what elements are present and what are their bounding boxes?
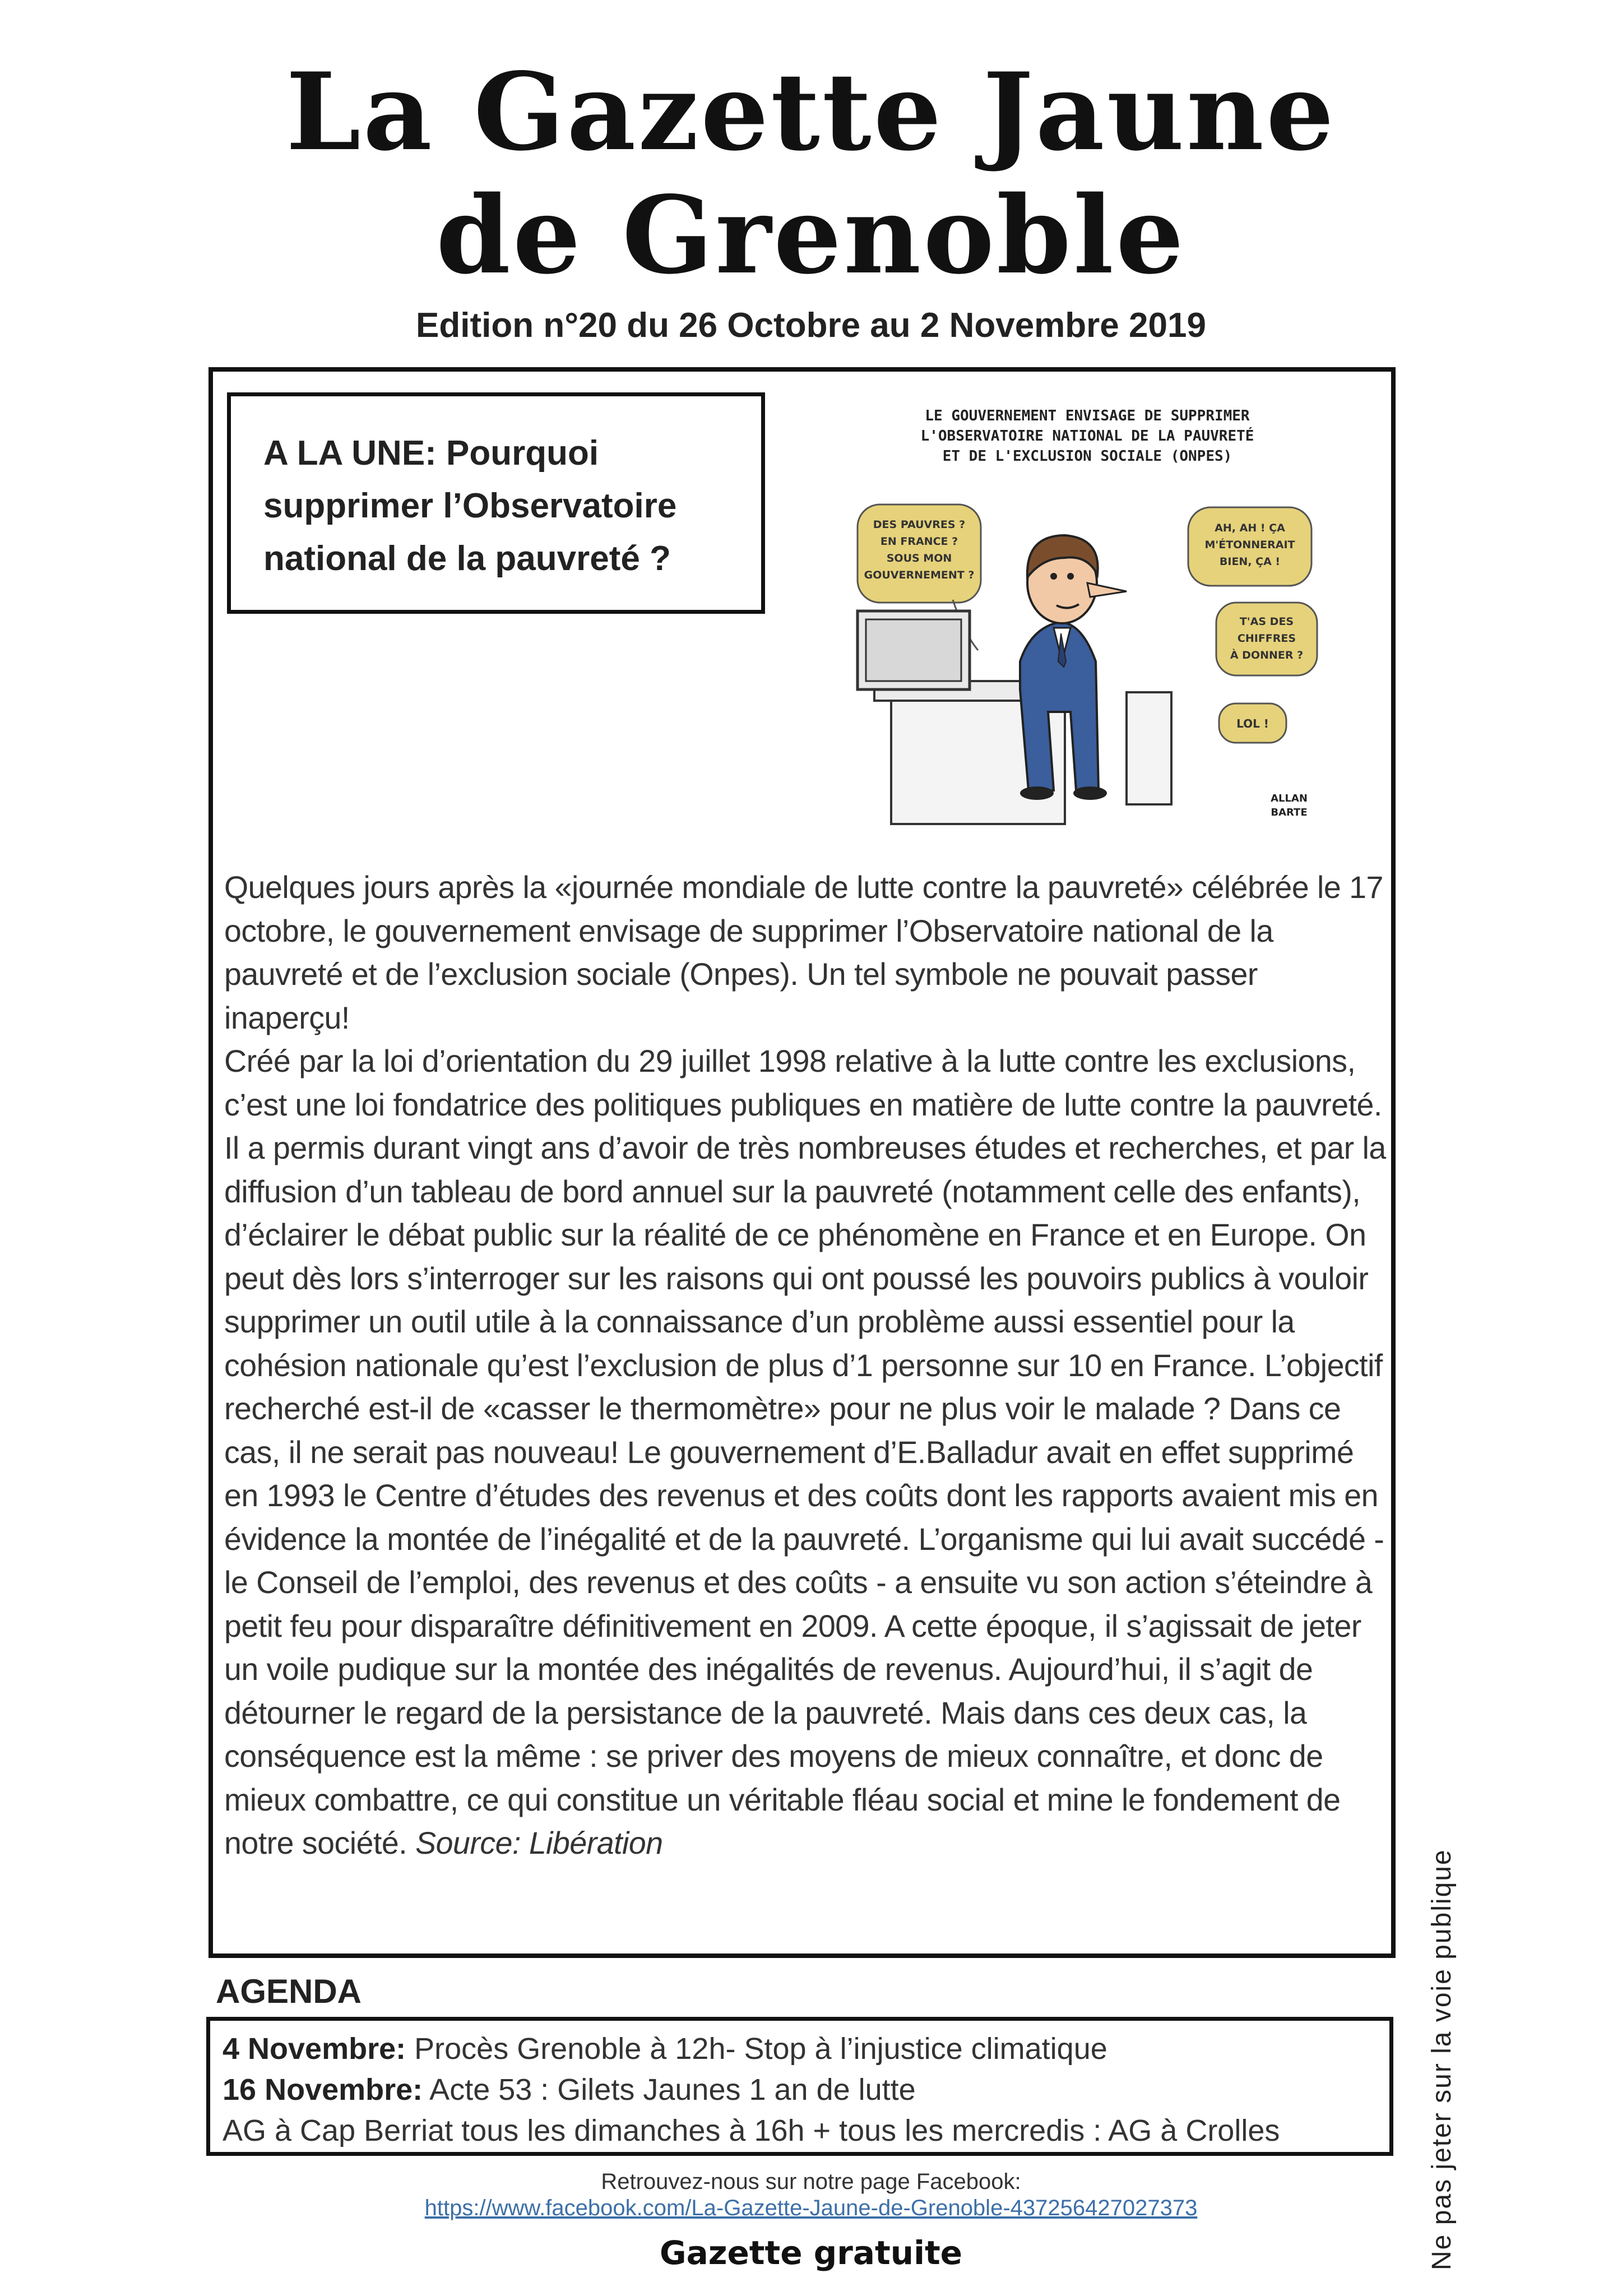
bubble-right1-line1: AH, AH ! ÇA xyxy=(1215,522,1285,534)
bubble-right2-line1: T'AS DES xyxy=(1239,615,1294,628)
agenda-item xyxy=(223,2110,1389,2151)
bubble-left-line1: DES PAUVRES ? xyxy=(873,519,966,531)
speech-bubble-right-1 xyxy=(1188,507,1311,586)
agenda-item xyxy=(223,2029,1389,2070)
article-paragraph-1: Quelques jours après la «journée mondiale de lutte contre la pauvreté» célébrée le 17 octobre, le gouvernement envisage de supprimer l’Observatoire national de la pauvreté et de l’exclusion sociale (Onpes). Un tel symbole ne pouvait passer inaperçu! xyxy=(224,870,1383,1035)
cartoon-illustration xyxy=(841,398,1334,841)
article-paragraph-2 xyxy=(224,1040,1390,1866)
bubble-right1-line2: M'ÉTONNERAIT xyxy=(1204,539,1295,551)
article-body xyxy=(224,866,1390,1866)
masthead-title-line1: La Gazette Jaune xyxy=(286,49,1336,174)
cartoon-caption-line1: LE GOUVERNEMENT ENVISAGE DE SUPPRIMER xyxy=(925,408,1250,424)
agenda-item-text: AG à Cap Berriat tous les dimanches à 16h + tous les mercredis : AG à Crolles xyxy=(223,2114,1280,2147)
agenda-box xyxy=(206,2017,1393,2156)
vertical-notice: Ne pas jeter sur la voie publique xyxy=(1427,1849,1457,2270)
bubble-right2-line3: À DONNER ? xyxy=(1230,649,1304,661)
bubble-right2-line2: CHIFFRES xyxy=(1237,632,1296,645)
agenda-item-text: Acte 53 : Gilets Jaunes 1 an de lutte xyxy=(423,2073,916,2107)
masthead-title-line2: de Grenoble xyxy=(436,173,1186,298)
agenda-item xyxy=(223,2070,1389,2110)
cartoon-signature-line2: BARTE xyxy=(1271,807,1308,818)
bubble-left-line4: GOUVERNEMENT ? xyxy=(864,569,975,581)
facebook-link[interactable]: https://www.facebook.com/La-Gazette-Jaune-de-Grenoble-437256427027373 xyxy=(424,2196,1198,2220)
speech-bubble-right-3 xyxy=(1219,703,1286,743)
speech-bubble-right-2 xyxy=(1216,603,1317,675)
edition-line: Edition n°20 du 26 Octobre au 2 Novembre 2019 xyxy=(416,306,1206,345)
cartoon-signature-line1: ALLAN xyxy=(1271,793,1308,804)
bubble-right3-text: LOL ! xyxy=(1236,717,1269,730)
agenda-item-date: 4 Novembre: xyxy=(223,2032,406,2066)
cartoon-caption-line2: L'OBSERVATOIRE NATIONAL DE LA PAUVRETÉ xyxy=(920,428,1254,445)
cartoon-caption-line3: ET DE L'EXCLUSION SOCIALE (ONPES) xyxy=(942,448,1232,465)
facebook-invite: Retrouvez-nous sur notre page Facebook: xyxy=(601,2169,1021,2194)
article-paragraph-2-text: Créé par la loi d’orientation du 29 juillet 1998 relative à la lutte contre les exclusions, c’est une loi fondatrice des politiques publiques en matière de lutte contre la pauvreté. Il a permis durant vingt ans d’avoir de très nombreuses études et recherches, et par la diffusion d’un tableau de bord annuel sur la pauvreté (notamment celle des enfants), d’éclairer le débat public sur la réalité de ce phénomène en France et en Europe. On peut dès lors s’interroger sur les raisons qui ont poussé les pouvoirs publics à vouloir supprimer un outil utile à la connaissance d’un problème aussi essentiel pour la cohésion nationale qu’est l’exclusion de plus d’1 personne sur 10 en France. L’objectif recherché est-il de «casser le thermomètre» pour ne plus voir le malade ? Dans ce cas, il ne serait pas nouveau! Le gouvernement d’E.Balladur avait en effet supprimé en 1993 le Centre d’études des revenus et des coûts dont les rapports avaient mis en évidence la montée de l’inégalité et de la pauvreté. L’organisme qui lui avait succédé - le Conseil de l’emploi, des revenus et des coûts - a ensuite vu son action s’éteindre à petit feu pour disparaître définitivement en 2009. A cette époque, il s’agissait de jeter un voile pudique sur la montée des inégalités de revenus. Aujourd’hui, il s’agit de détourner le regard de la persistance de la pauvreté. Mais dans ces deux cas, la conséquence est la même : se priver des moyens de mieux connaître, et donc de mieux combattre, ce qui constitue un véritable fléau social et mine le fondement de notre société. xyxy=(224,1044,1386,1860)
bubble-left-line3: SOUS MON xyxy=(886,552,952,564)
agenda-heading: AGENDA xyxy=(216,1973,362,2010)
bubble-right1-line3: BIEN, ÇA ! xyxy=(1219,556,1281,568)
free-gazette-label: Gazette gratuite xyxy=(659,2234,963,2272)
desk-drawing xyxy=(858,611,1171,824)
politician-figure xyxy=(1020,535,1127,800)
agenda-item-date: 16 Novembre: xyxy=(223,2073,423,2107)
headline-box xyxy=(227,392,765,614)
headline-text: A LA UNE: Pourquoi supprimer l’Observatoire national de la pauvreté ? xyxy=(263,434,677,578)
bubble-left-line2: EN FRANCE ? xyxy=(880,535,958,548)
article-source: Source: Libération xyxy=(415,1826,663,1860)
agenda-item-text: Procès Grenoble à 12h- Stop à l’injustice climatique xyxy=(406,2032,1107,2066)
